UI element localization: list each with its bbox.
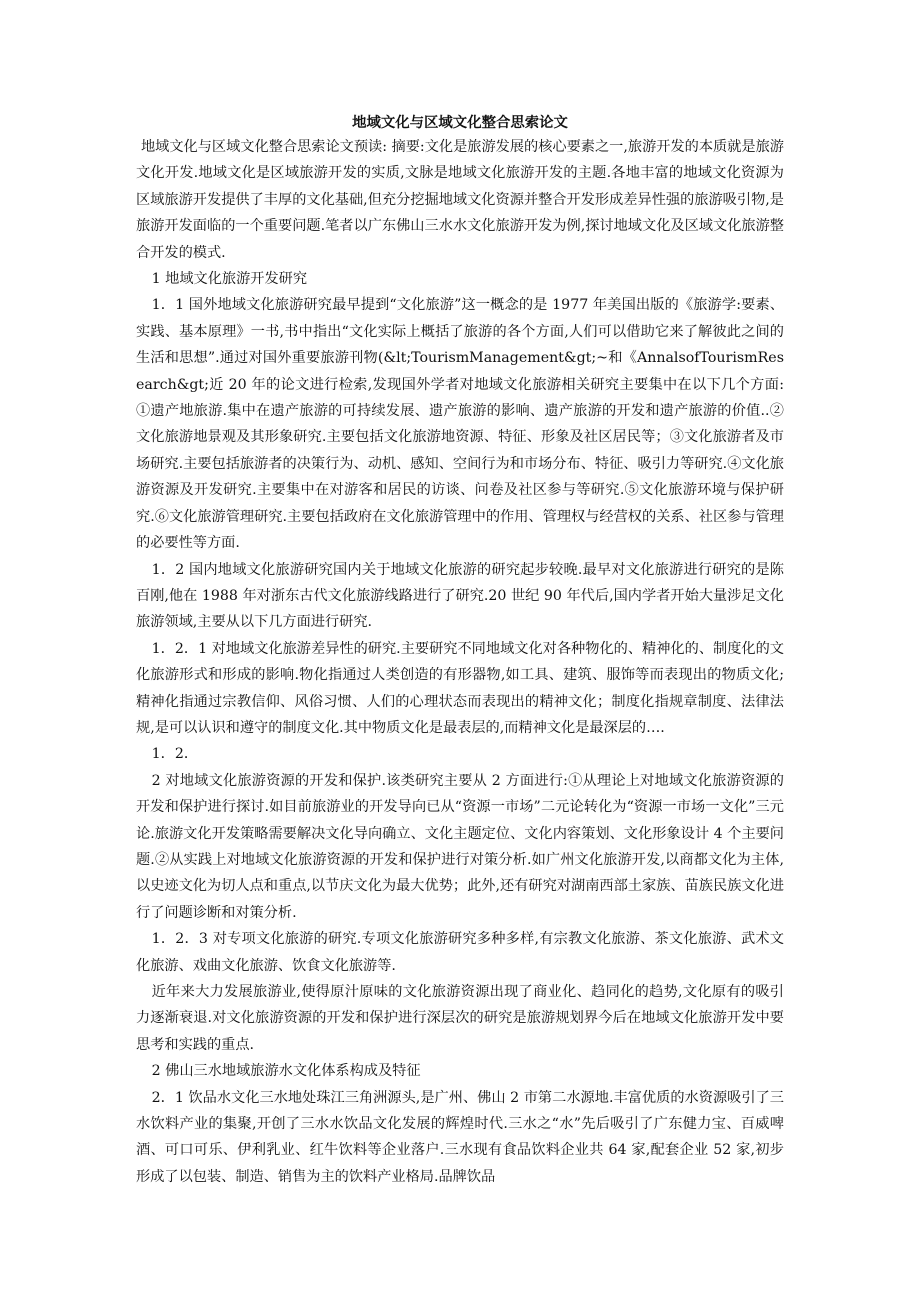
- abstract-paragraph: 地域文化与区域文化整合思索论文预读: 摘要:文化是旅游发展的核心要素之一,旅游开发的本质就是旅游文化开发.地域文化是区域旅游开发的实质,文脉是地域文化旅游开发的主题.各地丰富的地域文化资源为区域旅游开发提供了丰厚的文化基础,但充分挖掘地域文化资源并整合开发形成差异性强的旅游吸引物,是旅游开发面临的一个重要问题.笔者以广东佛山三水水文化旅游开发为例,探讨地域文化及区域文化旅游整合开发的模式.: [136, 139, 784, 261]
- paragraph-recent-years: 近年来大力发展旅游业,使得原汁原味的文化旅游资源出现了商业化、趋同化的趋势,文化原有的吸引力逐渐衰退.对文化旅游资源的开发和保护进行深层次的研究是旅游规划界今后在地域文化旅游开发中要思考和实践的重点.: [136, 984, 784, 1053]
- paragraph-1-2-2: 2 对地域文化旅游资源的开发和保护.该类研究主要从 2 方面进行:①从理论上对地域文化旅游资源的开发和保护进行探讨.如目前旅游业的开发导向已从“资源一市场”二元论转化为“资源一市场一文化”三元论.旅游文化开发策略需要解决文化导向确立、文化主题定位、文化内容策划、文化形象设计 4 个主要问题.②从实践上对地域文化旅游资源的开发和保护进行对策分析.如广州文化旅游开发,以商都文化为主体,以史迹文化为切人点和重点,以节庆文化为最大优势；此外,还有研究对湖南西部土家族、苗族民族文化进行了问题诊断和对策分析.: [136, 772, 784, 921]
- paragraph-1-2-3: 1．2．3 对专项文化旅游的研究.专项文化旅游研究多种多样,有宗教文化旅游、茶文化旅游、武术文化旅游、戏曲文化旅游、饮食文化旅游等.: [136, 931, 784, 974]
- section-heading-1: 1 地域文化旅游开发研究: [151, 271, 308, 288]
- paragraph-1-2: 1．2 国内地域文化旅游研究国内关于地域文化旅游的研究起步较晚.最早对文化旅游进行研究的是陈百刚,他在 1988 年对浙东古代文化旅游线路进行了研究.20 世纪 90 年代后,国内学者开始大量涉足文化旅游领域,主要从以下几方面进行研究.: [136, 561, 784, 631]
- paragraph-1-1: 1．1 国外地域文化旅游研究最早提到“文化旅游”这一概念的是 1977 年美国出版的《旅游学:要素、实践、基本原理》一书,书中指出“文化实际上概括了旅游的各个方面,人们可以借助它来了解彼此之间的生活和思想”.通过对国外重要旅游刊物(&lt;TourismManagement&gt;~和《AnnalsofTourismResearch&gt;近 20 年的论文进行检索,发现国外学者对地域文化旅游相关研究主要集中在以下几个方面:①遗产地旅游.集中在遗产旅游的可持续发展、遗产旅游的影响、遗产旅游的开发和遗产旅游的价值..②文化旅游地景观及其形象研究.主要包括文化旅游地资源、特征、形象及社区居民等；③文化旅游者及市场研究.主要包括旅游者的决策行为、动机、感知、空间行为和市场分布、特征、吸引力等研究.④文化旅游资源及开发研究.主要集中在对游客和居民的访谈、问卷及社区参与等研究.⑤文化旅游环境与保护研究.⑥文化旅游管理研究.主要包括政府在文化旅游管理中的作用、管理权与经营权的关系、社区参与管理的必要性等方面.: [136, 297, 784, 552]
- paragraph-2-1: 2．1 饮品水文化三水地处珠江三角洲源头,是广州、佛山 2 市第二水源地.丰富优质的水资源吸引了三水饮料产业的集聚,开创了三水水饮品文化发展的辉煌时代.三水之“水”先后吸引了广东健力宝、百威啤酒、可口可乐、伊利乳业、红牛饮料等企业落户.三水现有食品饮料企业共 64 家,配套企业 52 家,初步形成了以包装、制造、销售为主的饮料产业格局.品牌饮品: [136, 1089, 784, 1185]
- paragraph-1-2-1: 1．2．1 对地域文化旅游差异性的研究.主要研究不同地域文化对各种物化的、精神化的、制度化的文化旅游形式和形成的影响.物化指通过人类创造的有形器物,如工具、建筑、服饰等而表现出的物质文化; 精神化指通过宗教信仰、风俗习惯、人们的心理状态而表现出的精神文化；制度化指规章制度、法律法规,是可以认识和遵守的制度文化.其中物质文化是最表层的,而精神文化是最深层的….: [136, 640, 784, 736]
- paragraph-1-2-fragment: 1．2．: [151, 746, 199, 763]
- document-title: 地域文化与区域文化整合思索论文: [352, 114, 568, 131]
- document-page: [136, 112, 784, 1190]
- section-heading-2: 2 佛山三水地域旅游水文化体系构成及特征: [151, 1063, 421, 1080]
